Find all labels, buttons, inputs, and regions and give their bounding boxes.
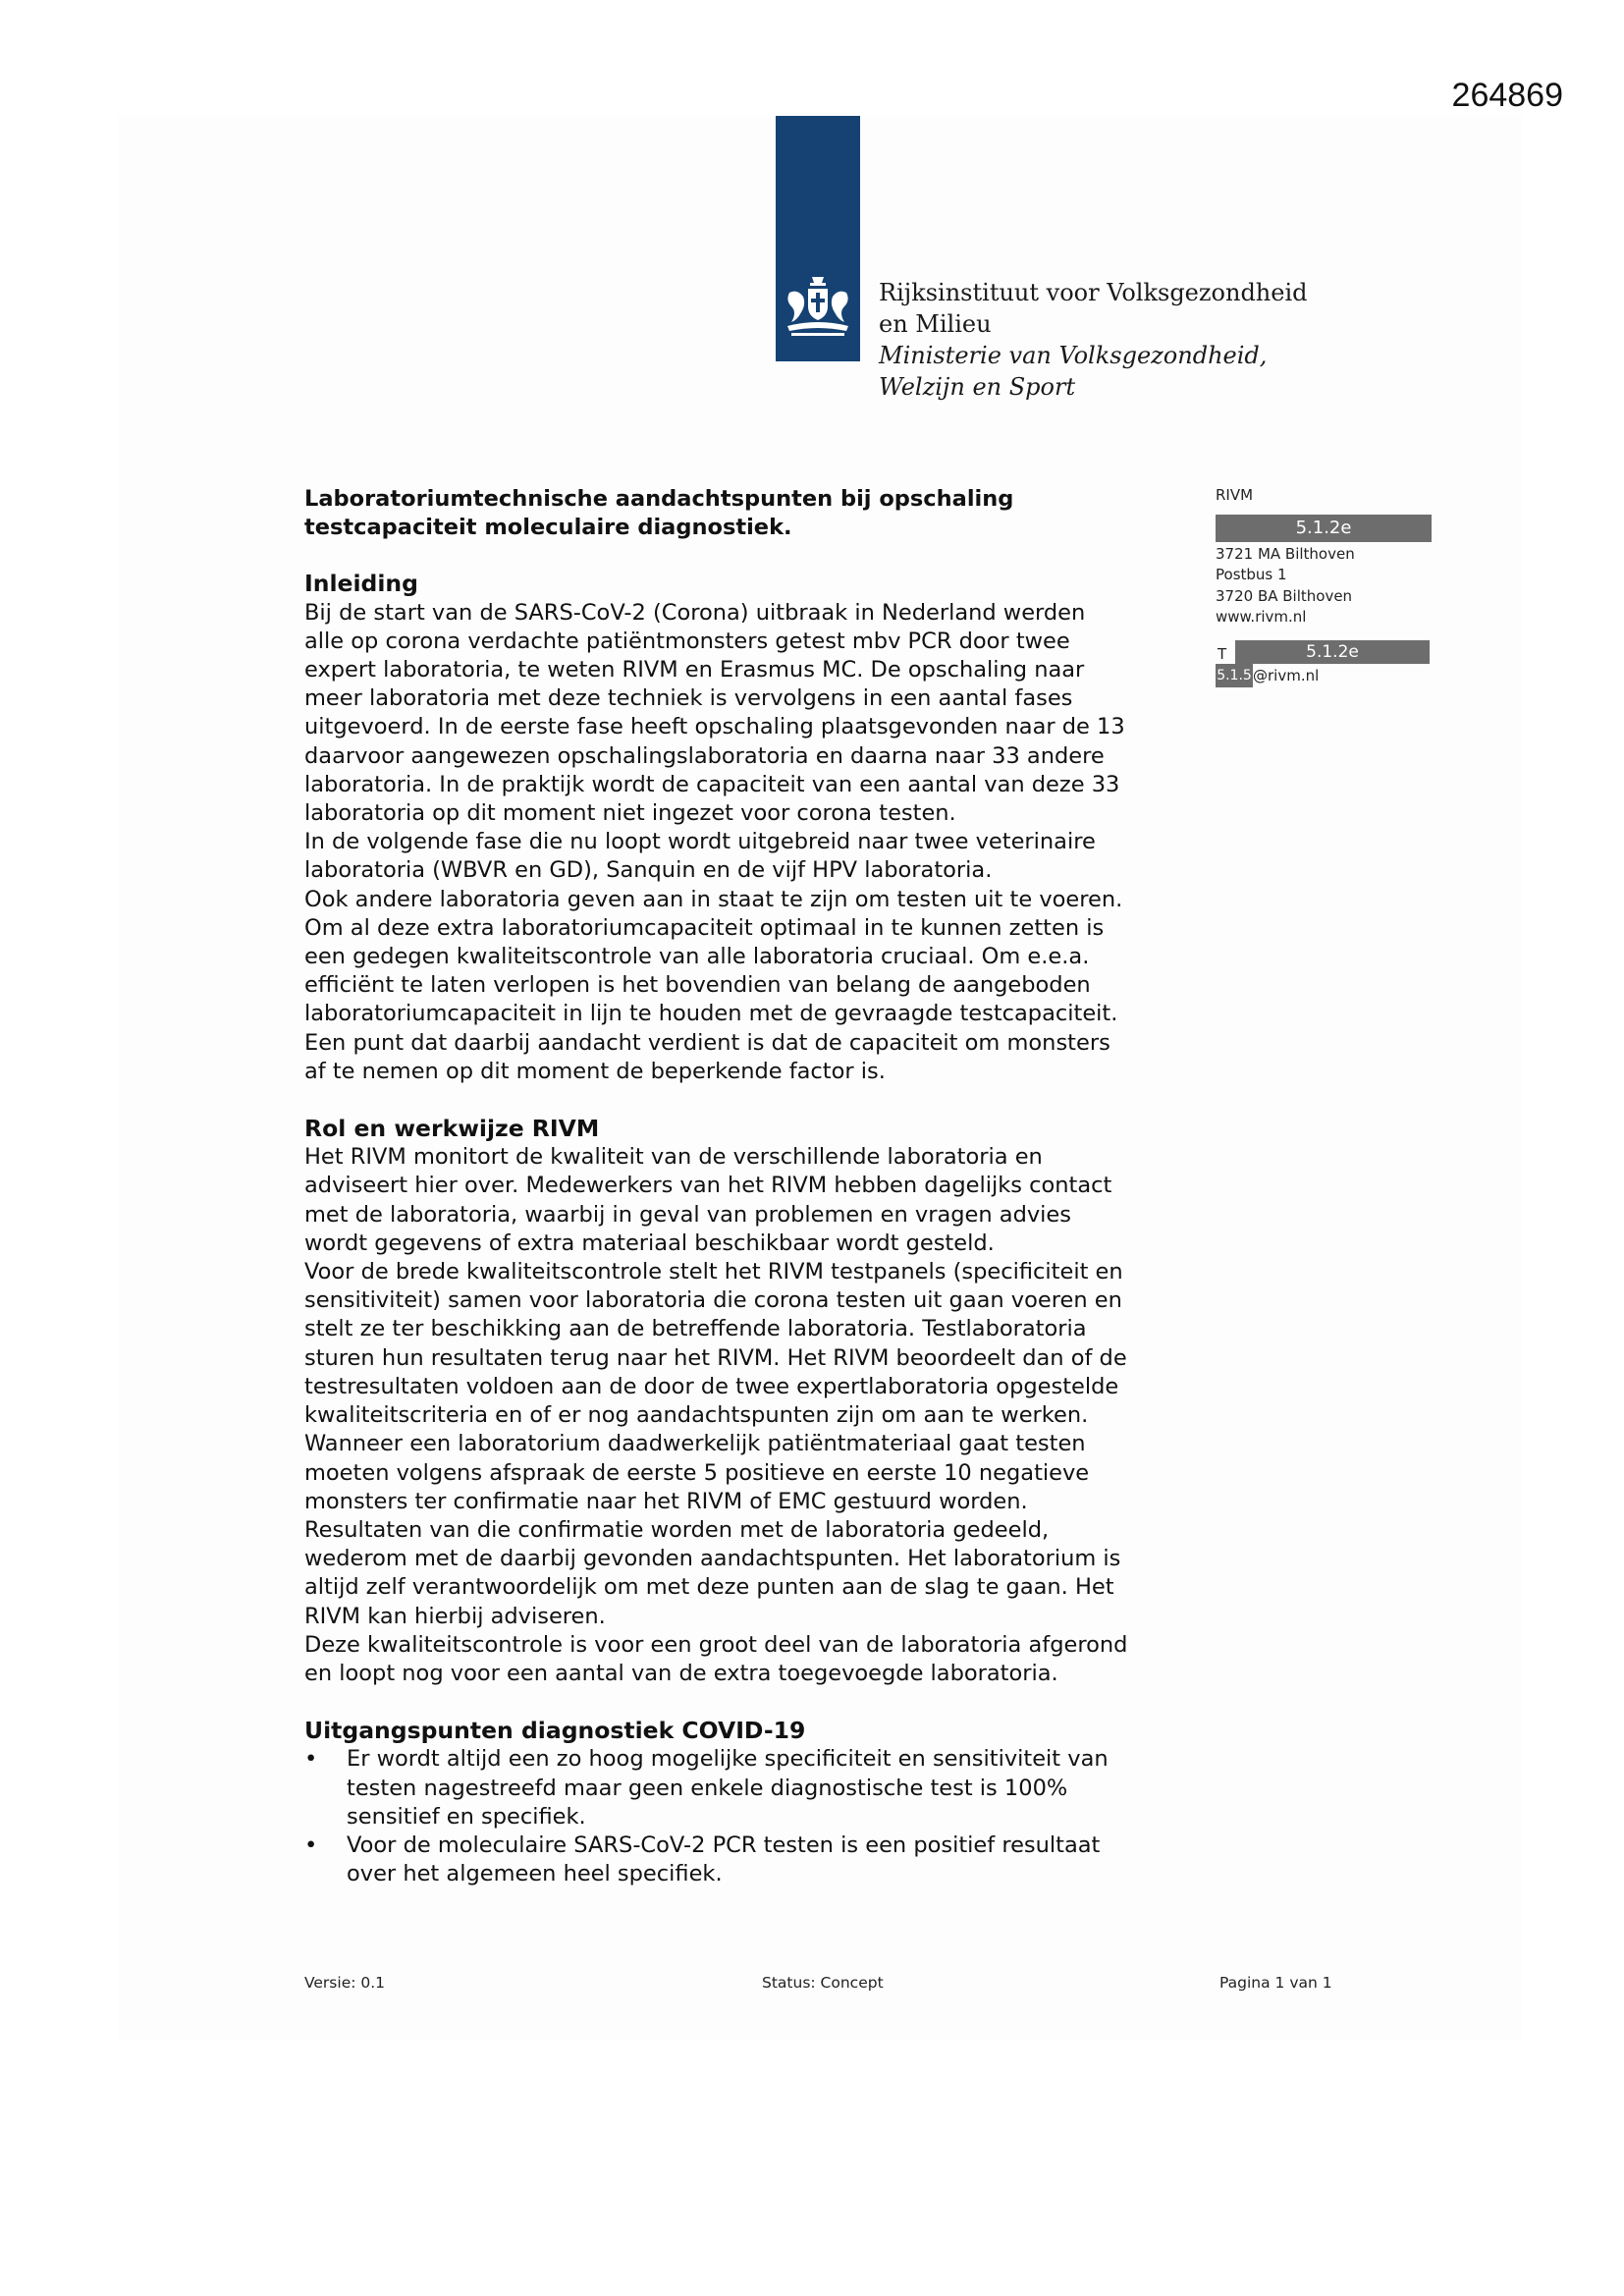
bullet-line: Er wordt altijd een zo hoog mogelijke specificiteit en sensitiviteit van xyxy=(347,1746,1109,1773)
bullet-item xyxy=(304,1831,1208,1888)
paragraph-line: Resultaten van die confirmatie worden met de laboratoria gedeeld, xyxy=(304,1516,1050,1543)
paragraph-line: Voor de brede kwaliteitscontrole stelt het RIVM testpanels (specificiteit en xyxy=(304,1259,1123,1285)
title-line: Laboratoriumtechnische aandachtspunten bij opschaling xyxy=(304,486,1014,512)
paragraph-line: monsters ter confirmatie naar het RIVM of EMC gestuurd worden. xyxy=(304,1488,1028,1514)
section-heading: Rol en werkwijze RIVM xyxy=(304,1115,600,1143)
org-name-line-2: en Milieu xyxy=(879,310,992,338)
section-heading: Uitgangspunten diagnostiek COVID-19 xyxy=(304,1717,806,1745)
paragraph-line: kwaliteitscriteria en of er nog aandachtspunten zijn om aan te werken. xyxy=(304,1402,1089,1429)
paragraph-line: af te nemen op dit moment de beperkende factor is. xyxy=(304,1058,886,1084)
footer-version: Versie: 0.1 xyxy=(304,1974,386,1992)
paragraph-line: Om al deze extra laboratoriumcapaciteit optimaal in te kunnen zetten is xyxy=(304,914,1105,941)
redaction-block: 5.1.2e xyxy=(1235,640,1430,664)
bullet-marker: • xyxy=(304,1746,318,1773)
document-number: 264869 xyxy=(1451,77,1563,114)
paragraph-line: laboratoriumcapaciteit in lijn te houden met de gevraagde testcapaciteit. xyxy=(304,1001,1118,1027)
paragraph-line: adviseert hier over. Medewerkers van het RIVM hebben dagelijks contact xyxy=(304,1173,1112,1199)
paragraph-line: laboratoria (WBVR en GD), Sanquin en de vijf HPV laboratoria. xyxy=(304,857,993,884)
bullet-marker: • xyxy=(304,1831,318,1858)
address-line: 3720 BA Bilthoven xyxy=(1216,586,1353,605)
section-rol-en-werkwijze xyxy=(304,1115,1208,1688)
paragraph-line: laboratoria op dit moment niet ingezet voor corona testen. xyxy=(304,800,956,827)
coat-of-arms-icon xyxy=(782,271,854,340)
paragraph-line: Bij de start van de SARS-CoV-2 (Corona) uitbraak in Nederland werden xyxy=(304,599,1086,626)
paragraph-line: wederom met de daarbij gevonden aandachtspunten. Het laboratorium is xyxy=(304,1546,1121,1572)
paragraph-line: In de volgende fase die nu loopt wordt uitgebreid naar twee veterinaire xyxy=(304,829,1096,855)
paragraph-line: sensitiviteit) samen voor laboratoria die corona testen uit gaan voeren en xyxy=(304,1287,1122,1314)
government-logo xyxy=(776,116,860,361)
title-line: testcapaciteit moleculaire diagnostiek. xyxy=(304,515,792,541)
paragraph-line: RIVM kan hierbij adviseren. xyxy=(304,1603,606,1629)
bullet-line: over het algemeen heel specifiek. xyxy=(347,1861,723,1887)
bullet-list xyxy=(304,1745,1208,1888)
footer-page-number: Pagina 1 van 1 xyxy=(1219,1974,1332,1992)
paragraph-line: laboratoria. In de praktijk wordt de capaciteit van een aantal van deze 33 xyxy=(304,771,1120,797)
paragraph-line: wordt gegevens of extra materiaal beschikbaar wordt gesteld. xyxy=(304,1230,995,1256)
organisation-name-block xyxy=(879,277,1308,403)
paragraph-line: moeten volgens afspraak de eerste 5 positieve en eerste 10 negatieve xyxy=(304,1459,1090,1486)
phone-row xyxy=(1216,640,1432,664)
redaction-block: 5.1.2e xyxy=(1216,515,1432,542)
sender-details xyxy=(1216,485,1432,687)
paragraph-line: meer laboratoria met deze techniek is vervolgens in een aantal fases xyxy=(304,685,1073,712)
paragraph-line: sturen hun resultaten terug naar het RIVM. Het RIVM beoordeelt dan of de xyxy=(304,1344,1127,1371)
email-row xyxy=(1216,664,1432,687)
section-inleiding xyxy=(304,570,1208,1086)
footer-status: Status: Concept xyxy=(762,1974,884,1992)
document-title xyxy=(304,485,1208,542)
ministry-line-1: Ministerie van Volksgezondheid, xyxy=(879,342,1268,369)
section-heading: Inleiding xyxy=(304,570,418,598)
paragraph-line: met de laboratoria, waarbij in geval van problemen en vragen advies xyxy=(304,1201,1071,1228)
section-uitgangspunten xyxy=(304,1717,1208,1888)
bullet-line: testen nagestreefd maar geen enkele diagnostische test is 100% xyxy=(347,1775,1068,1801)
paragraph-line: Ook andere laboratoria geven aan in staat te zijn om testen uit te voeren. xyxy=(304,886,1123,912)
address-line: Postbus 1 xyxy=(1216,566,1287,583)
phone-prefix: T xyxy=(1218,644,1227,663)
website-line: www.rivm.nl xyxy=(1216,608,1307,626)
paragraph-line: daarvoor aangewezen opschalingslaboratoria en daarna naar 33 andere xyxy=(304,742,1105,769)
paragraph-line: alle op corona verdachte patiëntmonsters getest mbv PCR door twee xyxy=(304,628,1070,654)
paragraph-line: Een punt dat daarbij aandacht verdient is dat de capaciteit om monsters xyxy=(304,1029,1110,1056)
paragraph-line: efficiënt te laten verlopen is het bovendien van belang de aangeboden xyxy=(304,972,1091,999)
bullet-item xyxy=(304,1745,1208,1831)
ministry-line-2: Welzijn en Sport xyxy=(879,373,1076,401)
org-name-line-1: Rijksinstituut voor Volksgezondheid xyxy=(879,279,1308,306)
bullet-line: Voor de moleculaire SARS-CoV-2 PCR testen is een positief resultaat xyxy=(347,1831,1101,1858)
paragraph-line: uitgevoerd. In de eerste fase heeft opschaling plaatsgevonden naar de 13 xyxy=(304,714,1125,740)
paragraph-line: een gedegen kwaliteitscontrole van alle laboratoria cruciaal. Om e.e.a. xyxy=(304,944,1090,970)
paragraph-line: testresultaten voldoen aan de door de twee expertlaboratoria opgestelde xyxy=(304,1373,1119,1399)
paragraph-line: Het RIVM monitort de kwaliteit van de verschillende laboratoria en xyxy=(304,1144,1043,1171)
paragraph-line: altijd zelf verantwoordelijk om met deze punten aan de slag te gaan. Het xyxy=(304,1574,1114,1601)
sidebar-org: RIVM xyxy=(1216,486,1254,504)
document-body xyxy=(304,485,1208,1917)
email-suffix: @rivm.nl xyxy=(1253,666,1320,684)
paragraph-line: expert laboratoria, te weten RIVM en Erasmus MC. De opschaling naar xyxy=(304,657,1085,683)
paragraph-line: stelt ze ter beschikking aan de betreffende laboratoria. Testlaboratoria xyxy=(304,1316,1087,1342)
redaction-block: 5.1.5 xyxy=(1216,664,1253,687)
bullet-line: sensitief en specifiek. xyxy=(347,1803,586,1830)
paragraph-line: Deze kwaliteitscontrole is voor een groot deel van de laboratoria afgerond xyxy=(304,1631,1128,1658)
address-line: 3721 MA Bilthoven xyxy=(1216,544,1355,563)
paragraph-line: Wanneer een laboratorium daadwerkelijk patiëntmateriaal gaat testen xyxy=(304,1431,1086,1457)
paragraph-line: en loopt nog voor een aantal van de extra toegevoegde laboratoria. xyxy=(304,1660,1058,1686)
